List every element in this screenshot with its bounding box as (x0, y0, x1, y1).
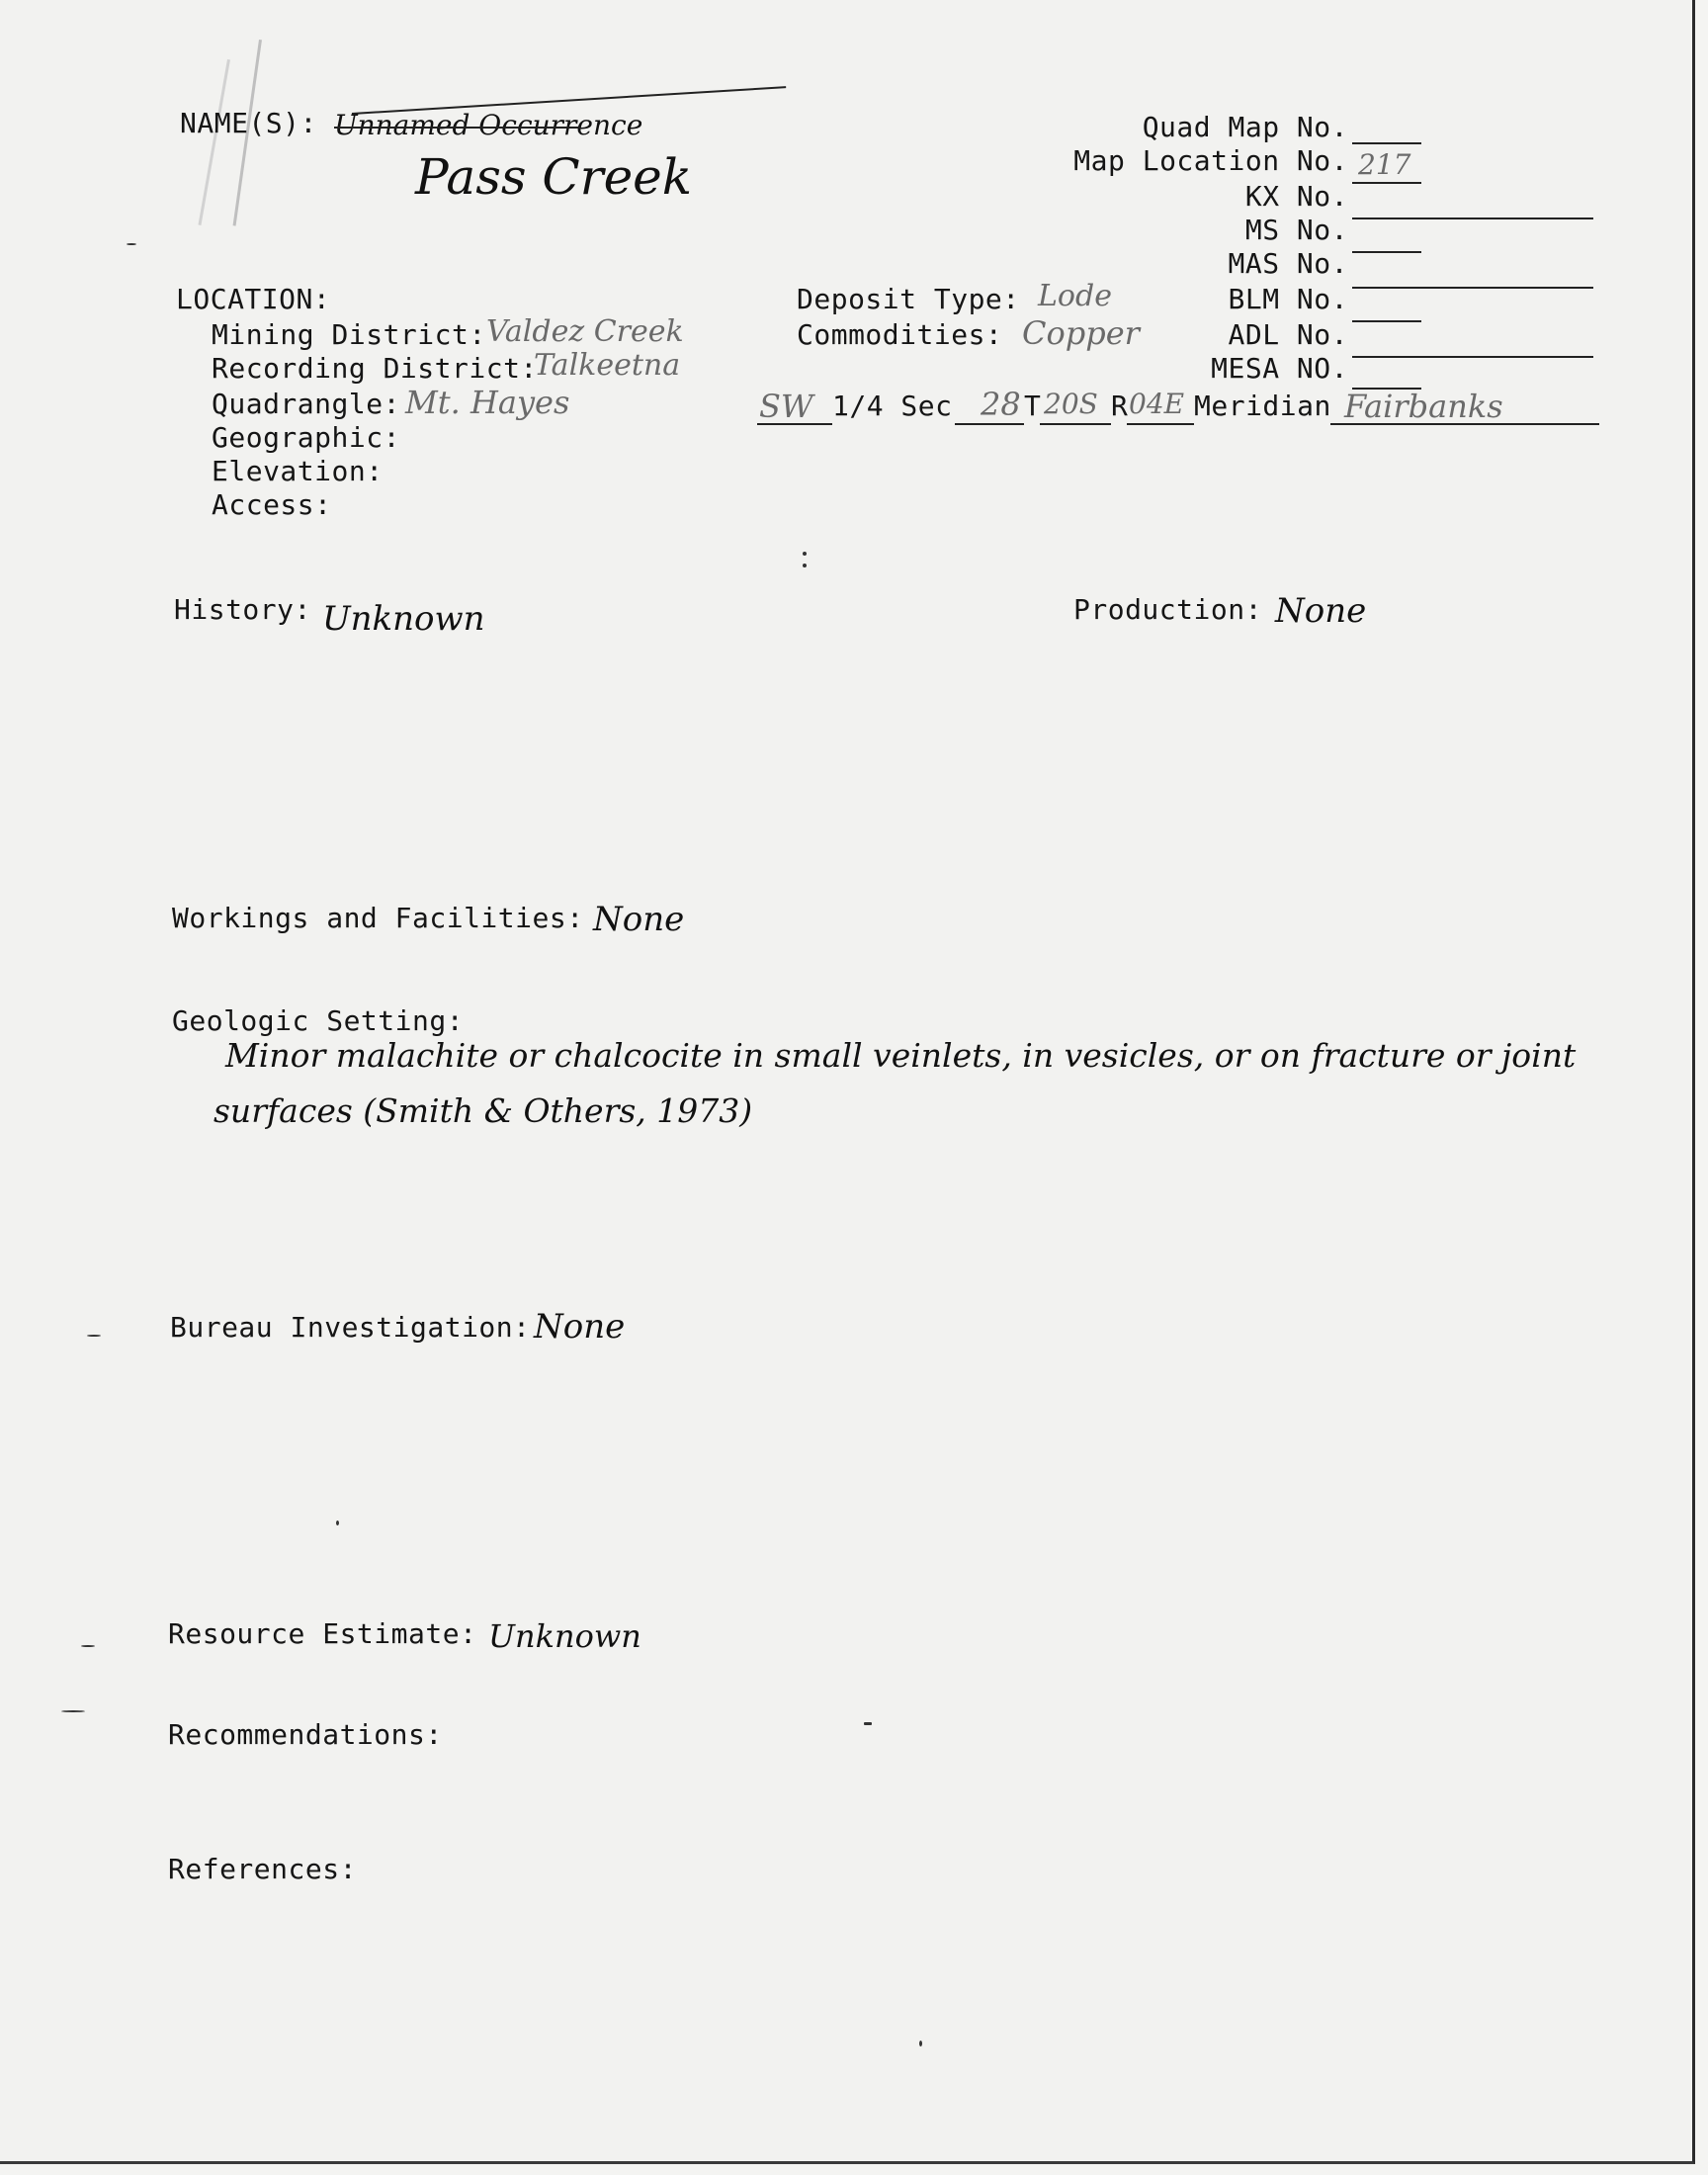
quarter-label: 1/4 Sec (832, 390, 953, 422)
names-value: Pass Creek (415, 148, 693, 206)
workings-label: Workings and Facilities: (172, 902, 584, 934)
production-value: None (1275, 591, 1367, 631)
names-strikethrough (334, 127, 581, 129)
quadrangle-label: Quadrangle: (212, 388, 400, 420)
meridian-value: Fairbanks (1344, 388, 1503, 425)
recording-district-value: Talkeetna (534, 348, 681, 383)
speck (803, 552, 807, 556)
speck (919, 2041, 922, 2046)
names-label: NAME(S): (180, 107, 317, 139)
recording-district-label: Recording District: (212, 352, 538, 385)
kx-line (1352, 218, 1593, 219)
bureau-value: None (534, 1307, 626, 1347)
commodities-value: Copper (1022, 314, 1140, 352)
ms-line (1352, 251, 1421, 253)
geographic-label: Geographic: (212, 421, 400, 454)
location-label: LOCATION: (176, 283, 331, 315)
map-location-label: Map Location No. (1073, 144, 1348, 177)
mas-label: MAS No. (1228, 247, 1348, 280)
blm-line (1352, 320, 1421, 322)
speck (127, 243, 136, 245)
speck (803, 564, 807, 567)
access-label: Access: (212, 488, 332, 521)
recommendations-label: Recommendations: (168, 1718, 443, 1751)
pencil-smudge (198, 59, 229, 225)
adl-label: ADL No. (1228, 318, 1348, 351)
t-value: 20S (1044, 388, 1098, 420)
ms-label: MS No. (1244, 214, 1348, 246)
t-label: T (1024, 390, 1042, 422)
quad-map-label: Quad Map No. (1142, 111, 1348, 143)
map-location-value: 217 (1358, 148, 1411, 181)
names-struck-value: Unnamed Occurrence (334, 109, 643, 141)
quarter-line (757, 423, 832, 425)
meridian-line (1330, 423, 1599, 425)
production-label: Production: (1073, 593, 1262, 626)
resource-value: Unknown (488, 1617, 641, 1655)
speck (864, 1722, 872, 1725)
r-line (1127, 423, 1194, 425)
references-label: References: (168, 1853, 357, 1885)
r-value: 04E (1129, 388, 1185, 420)
sec-line (955, 423, 1024, 425)
map-location-line (1352, 182, 1421, 184)
speck (336, 1521, 339, 1525)
blm-label: BLM No. (1228, 283, 1348, 315)
mining-district-label: Mining District: (212, 318, 486, 351)
speck (87, 1335, 101, 1337)
mining-district-value: Valdez Creek (486, 314, 684, 349)
history-value: Unknown (322, 599, 485, 639)
meridian-label: Meridian (1194, 390, 1331, 422)
r-label: R (1111, 390, 1129, 422)
workings-value: None (593, 900, 685, 939)
resource-label: Resource Estimate: (168, 1617, 477, 1650)
commodities-label: Commodities: (797, 318, 1003, 351)
sec-value: 28 (981, 386, 1021, 423)
history-label: History: (174, 593, 311, 626)
deposit-type-label: Deposit Type: (797, 283, 1020, 315)
t-line (1040, 423, 1111, 425)
speck (81, 1645, 95, 1647)
deposit-type-value: Lode (1038, 279, 1112, 313)
geologic-line-1: Minor malachite or chalcocite in small veinlets, in vesicles, or on fracture or joint (225, 1036, 1577, 1075)
geologic-line-2: surfaces (Smith & Others, 1973) (214, 1091, 753, 1130)
elevation-label: Elevation: (212, 455, 384, 487)
quadrangle-value: Mt. Hayes (405, 384, 570, 421)
quarter-value: SW (759, 388, 813, 425)
speck (61, 1710, 85, 1712)
kx-label: KX No. (1244, 180, 1348, 213)
mas-line (1352, 287, 1593, 289)
mesa-label: MESA NO. (1211, 352, 1348, 385)
adl-line (1352, 356, 1593, 358)
bureau-label: Bureau Investigation: (170, 1311, 531, 1344)
quad-map-line (1352, 142, 1421, 144)
geologic-label: Geologic Setting: (172, 1004, 465, 1037)
